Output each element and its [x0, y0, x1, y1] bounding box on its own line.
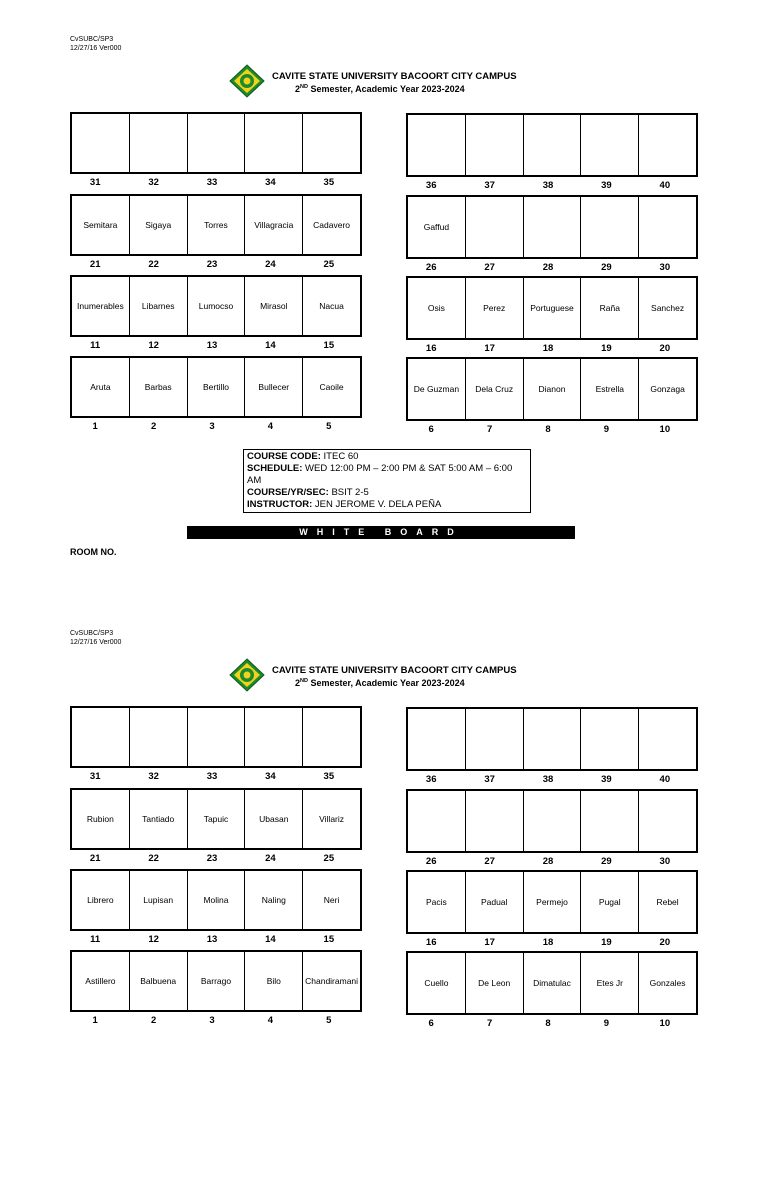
seat-number: 22 [148, 853, 159, 864]
instructor-line [247, 499, 527, 511]
form-code: CvSUBC/SP3 [70, 36, 114, 43]
seat-number: 27 [484, 856, 495, 867]
seat-cell[interactable]: Bertillo [188, 358, 246, 416]
semester-text: Semester, Academic Year 2023-2024 [307, 84, 465, 94]
course-info-box [243, 449, 531, 513]
seat-number: 34 [265, 771, 276, 782]
seat-cell[interactable]: Dimatulac [524, 953, 582, 1013]
seat-cell[interactable]: Villagracia [245, 196, 303, 254]
seat-number: 39 [601, 774, 612, 785]
semester-number: 2 [295, 84, 301, 94]
seat-number: 28 [542, 856, 554, 867]
seat-cell[interactable]: Inumerables [72, 277, 130, 335]
seat-number: 3 [209, 421, 215, 432]
schedule-label: SCHEDULE: [247, 463, 303, 474]
instructor-label: INSTRUCTOR: [247, 499, 313, 510]
semester-suffix: ND [300, 84, 308, 90]
seat-row [406, 951, 698, 1015]
form-version: 12/27/16 Ver000 [70, 45, 122, 52]
seat-cell[interactable] [72, 114, 130, 172]
seat-cell[interactable]: Tantiado [130, 790, 188, 848]
seat-cell[interactable] [466, 709, 524, 769]
semester-suffix: ND [300, 678, 308, 684]
seat-number: 11 [90, 340, 101, 351]
seat-numbers [402, 856, 694, 867]
seat-cell[interactable] [639, 197, 696, 257]
seat-number: 20 [659, 343, 671, 354]
seat-number: 6 [428, 1018, 434, 1029]
seat-cell[interactable] [188, 708, 246, 766]
seat-number: 40 [659, 774, 671, 785]
seat-number: 26 [425, 262, 437, 273]
seat-numbers [402, 180, 694, 191]
form-code: CvSUBC/SP3 [70, 630, 114, 637]
seat-number: 11 [90, 934, 101, 945]
seat-row [70, 950, 362, 1012]
seat-row [406, 357, 698, 421]
seat-number: 16 [425, 937, 437, 948]
form-version: 12/27/16 Ver000 [70, 639, 122, 646]
seat-cell[interactable]: Sanchez [651, 303, 685, 313]
seat-number: 31 [89, 177, 101, 188]
seat-number: 37 [484, 180, 495, 191]
seat-cell[interactable]: Nacua [319, 301, 344, 311]
seat-number: 32 [148, 771, 159, 782]
seat-number: 25 [323, 853, 335, 864]
seat-number: 35 [323, 177, 335, 188]
seat-number: 13 [206, 934, 218, 945]
seat-numbers [402, 343, 694, 354]
seat-row [70, 788, 362, 850]
university-seal-icon [229, 64, 265, 98]
seat-cell[interactable] [524, 115, 582, 175]
seat-number: 9 [603, 424, 610, 435]
seat-cell[interactable] [639, 791, 696, 851]
seat-cell[interactable] [524, 791, 582, 851]
seat-numbers [402, 424, 694, 435]
seat-cell[interactable]: Gonzales [649, 978, 686, 988]
seat-cell[interactable] [408, 791, 466, 851]
seat-cell[interactable]: Libarnes [130, 277, 188, 335]
seat-cell[interactable]: Bilo [245, 952, 303, 1010]
seat-number: 1 [92, 421, 98, 432]
seat-cell[interactable] [639, 115, 696, 175]
seat-number: 10 [659, 1018, 671, 1029]
seat-number: 22 [148, 259, 159, 270]
seat-numbers [66, 340, 358, 351]
seat-cell[interactable]: Bullecer [245, 358, 303, 416]
seat-number: 36 [425, 180, 437, 191]
seat-cell[interactable]: Pacis [408, 872, 466, 932]
seat-plan-sheet [0, 594, 768, 1188]
seat-number: 23 [206, 853, 218, 864]
seat-number: 4 [267, 421, 274, 432]
seat-number: 40 [659, 180, 671, 191]
seat-number: 36 [425, 774, 437, 785]
seat-cell[interactable]: Rebel [656, 897, 679, 907]
seat-numbers [66, 421, 358, 432]
seat-number: 29 [601, 262, 612, 273]
seat-number: 23 [206, 259, 218, 270]
seat-number: 3 [209, 1015, 215, 1026]
seat-number: 7 [486, 424, 493, 435]
seat-number: 32 [148, 177, 159, 188]
seat-number: 1 [92, 1015, 98, 1026]
seat-cell[interactable]: Barrago [188, 952, 246, 1010]
seat-number: 8 [545, 1018, 551, 1029]
seat-row [406, 195, 698, 259]
seat-number: 17 [484, 937, 495, 948]
seat-numbers [66, 771, 358, 782]
seat-number: 9 [603, 1018, 610, 1029]
seat-numbers [402, 262, 694, 273]
seat-cell[interactable]: Raña [581, 278, 639, 338]
instructor-value: JEN JEROME V. DELA PEÑA [312, 499, 442, 510]
seat-number: 27 [484, 262, 495, 273]
seat-numbers [66, 177, 358, 188]
university-name: CAVITE STATE UNIVERSITY BACOORT CITY CAMPUS [272, 665, 517, 676]
seat-cell[interactable]: Osis [408, 278, 466, 338]
seat-row [70, 275, 362, 337]
seat-number: 13 [206, 340, 218, 351]
seat-number: 30 [659, 262, 671, 273]
seat-number: 37 [484, 774, 495, 785]
seat-cell[interactable]: Librero [72, 871, 130, 929]
seat-row [406, 276, 698, 340]
university-seal-icon [229, 658, 265, 692]
seat-number: 33 [206, 771, 218, 782]
seat-number: 15 [323, 934, 335, 945]
seat-cell[interactable] [524, 709, 582, 769]
seat-cell[interactable]: Balbuena [130, 952, 188, 1010]
seat-cell[interactable]: Permejo [524, 872, 582, 932]
schedule-line [247, 463, 527, 487]
semester-line [295, 678, 465, 688]
seat-number: 16 [425, 343, 437, 354]
seat-cell[interactable]: Sigaya [130, 196, 188, 254]
seat-number: 8 [545, 424, 551, 435]
seat-cell[interactable]: Perez [466, 278, 524, 338]
seat-number: 2 [150, 1015, 157, 1026]
seat-cell[interactable]: Dela Cruz [466, 359, 524, 419]
course-code-label: COURSE CODE: [247, 451, 321, 462]
seat-number: 12 [148, 934, 159, 945]
seat-cell[interactable]: Cadavero [313, 220, 351, 230]
seat-number: 4 [267, 1015, 274, 1026]
seat-number: 34 [265, 177, 276, 188]
seat-cell[interactable]: Mirasol [245, 277, 303, 335]
seat-cell[interactable] [130, 114, 188, 172]
seat-row [70, 356, 362, 418]
seat-number: 30 [659, 856, 671, 867]
semester-line [295, 84, 465, 94]
seat-cell[interactable]: Naling [245, 871, 303, 929]
seat-number: 5 [326, 1015, 332, 1026]
seat-cell[interactable]: Ubasan [245, 790, 303, 848]
seat-cell[interactable]: Astillero [72, 952, 130, 1010]
whiteboard-bar: WHITE BOARD [187, 526, 575, 539]
seat-cell[interactable] [130, 708, 188, 766]
seat-row [406, 870, 698, 934]
seat-cell[interactable]: Gaffud [408, 197, 466, 257]
seat-number: 26 [425, 856, 437, 867]
seat-cell[interactable] [466, 115, 524, 175]
seat-number: 25 [323, 259, 335, 270]
seat-number: 15 [323, 340, 335, 351]
seat-number: 2 [150, 421, 157, 432]
seat-cell[interactable]: Dianon [524, 359, 582, 419]
seat-cell[interactable] [639, 709, 696, 769]
seat-number: 10 [659, 424, 671, 435]
seat-number: 20 [659, 937, 671, 948]
seat-row [406, 113, 698, 177]
seat-numbers [402, 937, 694, 948]
seat-cell[interactable]: Etes Jr [581, 953, 639, 1013]
seat-cell[interactable]: Barbas [130, 358, 188, 416]
seat-number: 24 [265, 853, 276, 864]
seat-cell[interactable] [581, 791, 639, 851]
seat-numbers [402, 774, 694, 785]
room-number-label: ROOM NO. [70, 547, 117, 557]
course-code-line [247, 451, 527, 463]
semester-number: 2 [295, 678, 301, 688]
seat-number: 18 [542, 343, 554, 354]
seat-cell[interactable] [188, 114, 246, 172]
seat-cell[interactable]: Estrella [581, 359, 639, 419]
seat-cell[interactable]: Caoile [319, 382, 344, 392]
seat-number: 14 [265, 340, 276, 351]
seat-number: 35 [323, 771, 335, 782]
seat-cell[interactable]: De Guzman [408, 359, 466, 419]
seat-cell[interactable] [408, 115, 466, 175]
seat-row [70, 194, 362, 256]
seat-cell[interactable] [581, 115, 639, 175]
seat-numbers [66, 853, 358, 864]
seat-cell[interactable] [408, 709, 466, 769]
seat-number: 21 [89, 259, 101, 270]
seat-cell[interactable] [524, 197, 582, 257]
seat-numbers [66, 934, 358, 945]
seat-cell[interactable]: Padual [466, 872, 524, 932]
schedule-value: WED 12:00 PM – 2:00 PM & SAT 5:00 AM – 6:00 AM [247, 463, 513, 486]
seat-row [70, 869, 362, 931]
seat-number: 17 [484, 343, 495, 354]
seat-row [70, 112, 362, 174]
seat-row [406, 789, 698, 853]
seat-row [406, 707, 698, 771]
seat-cell[interactable]: Portuguese [524, 278, 582, 338]
seat-number: 24 [265, 259, 276, 270]
seat-cell[interactable]: Rubion [72, 790, 130, 848]
course-section-line [247, 487, 527, 499]
seat-cell[interactable]: Tapuic [188, 790, 246, 848]
seat-cell[interactable]: Lumocso [188, 277, 246, 335]
seat-number: 19 [601, 343, 612, 354]
university-name: CAVITE STATE UNIVERSITY BACOORT CITY CAMPUS [272, 71, 517, 82]
seat-number: 29 [601, 856, 612, 867]
seat-cell[interactable]: Gonzaga [650, 384, 685, 394]
seat-numbers [66, 1015, 358, 1026]
seat-cell[interactable]: De Leon [466, 953, 524, 1013]
seat-cell[interactable]: Torres [188, 196, 246, 254]
seat-row [70, 706, 362, 768]
seat-number: 6 [428, 424, 434, 435]
seat-cell[interactable]: Villariz [319, 814, 345, 824]
seat-number: 28 [542, 262, 554, 273]
seat-cell[interactable]: Pugal [581, 872, 639, 932]
seat-number: 33 [206, 177, 218, 188]
seat-number: 38 [542, 774, 554, 785]
seat-cell[interactable] [581, 709, 639, 769]
course-section-value: BSIT 2-5 [328, 487, 369, 498]
seat-cell[interactable]: Cuello [408, 953, 466, 1013]
seat-cell[interactable] [245, 708, 303, 766]
seat-number: 21 [89, 853, 101, 864]
seat-cell[interactable] [72, 708, 130, 766]
seat-cell[interactable] [245, 114, 303, 172]
seat-cell[interactable]: Neri [323, 895, 340, 905]
seat-cell[interactable]: Molina [188, 871, 246, 929]
course-code-value: ITEC 60 [320, 451, 359, 462]
seat-number: 19 [601, 937, 612, 948]
seat-cell[interactable] [303, 114, 360, 172]
seat-cell[interactable]: Lupisan [130, 871, 188, 929]
course-section-label: COURSE/YR/SEC: [247, 487, 329, 498]
seat-number: 5 [326, 421, 332, 432]
seat-number: 14 [265, 934, 276, 945]
seat-number: 31 [89, 771, 101, 782]
seat-cell[interactable]: Chandiramani [305, 976, 359, 986]
seat-numbers [66, 259, 358, 270]
seat-cell[interactable]: Aruta [72, 358, 130, 416]
seat-number: 7 [486, 1018, 493, 1029]
semester-text: Semester, Academic Year 2023-2024 [307, 678, 465, 688]
seat-number: 12 [148, 340, 159, 351]
seat-cell[interactable] [581, 197, 639, 257]
seat-number: 18 [542, 937, 554, 948]
seat-number: 38 [542, 180, 554, 191]
seat-cell[interactable] [466, 791, 524, 851]
seat-cell[interactable]: Semitara [72, 196, 130, 254]
seat-cell[interactable] [466, 197, 524, 257]
seat-cell[interactable] [303, 708, 360, 766]
seat-number: 39 [601, 180, 612, 191]
